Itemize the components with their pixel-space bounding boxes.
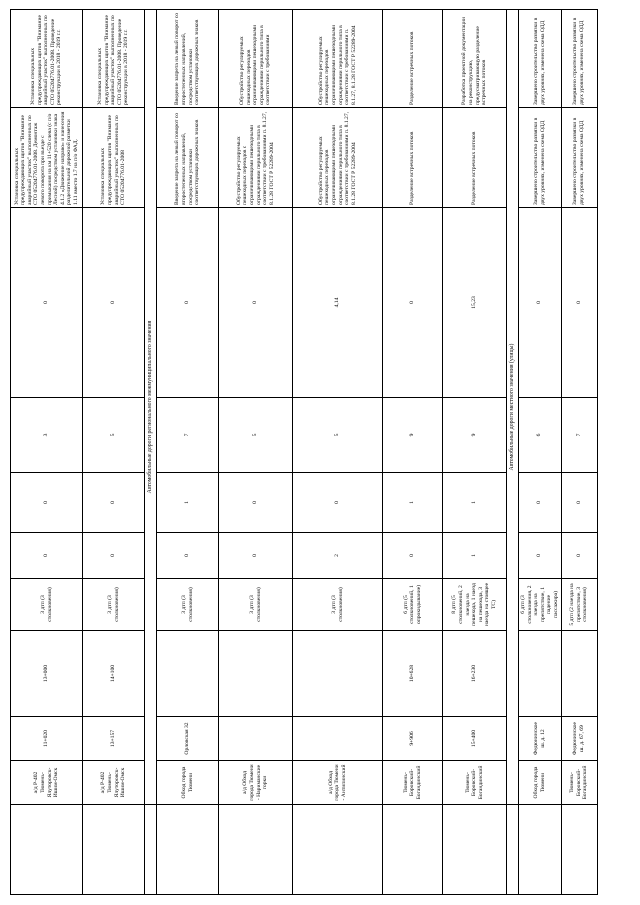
proposal-cell: Разработка проектной документации на реконструкцию, предусматривающую разделение встречных потоков <box>443 10 507 108</box>
count-cell: 6 <box>519 398 562 473</box>
measures-cell: Обустройство регулируемых пешеходных переходов ограничивающими пешеходными ограждениями перильного типа в соответствии с требованиями п. 8.1.27, 8.1.28 ГОСТ Р 52289-2004 <box>293 108 383 208</box>
row-gap-cell <box>11 805 83 895</box>
road-name-cell: Тюмень-Боровский-Богандинский <box>443 761 507 805</box>
km-mark-cell: 16+230 <box>443 631 507 717</box>
count-cell: 0 <box>219 533 293 579</box>
measures-cell: Завершено строительство развязки в двух уровнях, изменена схема ОДД <box>561 108 597 208</box>
accidents-cell: 3 дтп (3 столкновения) <box>219 579 293 631</box>
km-mark-cell: 14+100 <box>83 631 145 717</box>
section-header-row <box>145 10 157 895</box>
value-cell: 0 <box>83 208 145 398</box>
count-cell: 0 <box>83 533 145 579</box>
count-cell: 0 <box>519 473 562 533</box>
proposal-cell: Завершено строительство развязки в двух уровнях, изменена схема ОДД <box>561 10 597 108</box>
location-cell <box>219 717 293 761</box>
proposal-cell: Обустройство регулируемых пешеходных переходов ограничивающими пешеходными ограждениями перильного типа в соответствии с требованиями п. 8.1.27, 8.1.28 ГОСТ Р 52289-2004 <box>293 10 383 108</box>
section-gap-cell <box>507 805 519 895</box>
km-mark-cell <box>219 631 293 717</box>
section-gap-cell <box>145 805 157 895</box>
road-name-cell: а/д Обход города Тюмени - Антипинский <box>293 761 383 805</box>
location-cell <box>293 717 383 761</box>
accidents-cell: 6 дтп (5 столкновений, 1 опрокидывание) <box>383 579 443 631</box>
table-row <box>11 10 83 895</box>
measures-cell: Обустройство регулируемых пешеходных переходов с ограничивающими пешеходными ограждениями перильного типа в соответствии с требованиями п. 8.1.27, 8.1.28 ГОСТ Р 52289-2004 <box>219 108 293 208</box>
location-cell: 13+157 <box>83 717 145 761</box>
table-body <box>11 10 598 895</box>
location-cell: Федюнинское ш. д. 67, 69 <box>561 717 597 761</box>
row-gap-cell <box>383 805 443 895</box>
count-cell: 7 <box>157 398 219 473</box>
count-cell: 1 <box>157 473 219 533</box>
value-cell: 0 <box>219 208 293 398</box>
count-cell: 9 <box>383 398 443 473</box>
measures-cell: Установка специальных предупреждающих щитов "Внимание аварийный участок" выполненных по СТО 05204776.01-2008 <box>83 108 145 208</box>
accidents-cell: 3 дтп (3 столкновения) <box>11 579 83 631</box>
road-name-cell: а/д Р-402 Тюмень-Ялуторовск-Ишим-Омск <box>11 761 83 805</box>
count-cell: 7 <box>561 398 597 473</box>
row-gap-cell <box>519 805 562 895</box>
table-row <box>519 10 562 895</box>
measures-cell: Разделение встречных потоков <box>383 108 443 208</box>
proposal-cell: Разделение встречных потоков <box>383 10 443 108</box>
table-row <box>157 10 219 895</box>
count-cell: 1 <box>383 473 443 533</box>
proposal-cell: Установка специальных предупреждающих щитов "Внимание аварийный участок" выполненных по СТО 05204776.01-2008. Проведение реконструкции в 2018 - 2019 г.г. <box>11 10 83 108</box>
value-cell: 4,14 <box>293 208 383 398</box>
count-cell: 0 <box>11 473 83 533</box>
value-cell: 0 <box>519 208 562 398</box>
accidents-cell: 8 дтп (5 столкновений, 2 наезда на пешехода, 1 наезд на пешехода, 3 наезда на стоящее ТС) <box>443 579 507 631</box>
count-cell: 5 <box>219 398 293 473</box>
section-title: Автомобильные дороги местного значения (улицы) <box>507 10 519 805</box>
accidents-cell: 3 дтп (3 столкновения) <box>157 579 219 631</box>
count-cell: 1 <box>443 473 507 533</box>
road-name-cell: Обход города Тюмени <box>157 761 219 805</box>
count-cell: 0 <box>83 473 145 533</box>
accidents-cell: 3 дтп (3 столкновения) <box>293 579 383 631</box>
count-cell: 2 <box>293 533 383 579</box>
rotated-table-container <box>10 10 630 895</box>
table-row <box>293 10 383 895</box>
accidents-cell: 3 дтп (3 столкновения) <box>83 579 145 631</box>
measures-cell: Разделение встречных потоков <box>443 108 507 208</box>
row-gap-cell <box>83 805 145 895</box>
location-cell: 15+400 <box>443 717 507 761</box>
measures-cell: Установка специальных предупреждающих щитов "Внимание аварийный участок" выполненных по СТО 05204776.01-2008. Демонтаж левого поворота при въезде с примыкания на км 11+520 слева (с п/о Лесной) посредством установки знака 4.1.2 «Движение направо» и нанесения разделительной дорожной разметки 1.11 вместо 1.7 на п/о ФАД. <box>11 108 83 208</box>
accidents-cell: 6 дтп (3 столкновения, 2 наезда на препятствие, 1 падение пассажира) <box>519 579 562 631</box>
count-cell: 0 <box>383 533 443 579</box>
count-cell: 0 <box>561 473 597 533</box>
value-cell: 0 <box>383 208 443 398</box>
row-gap-cell <box>443 805 507 895</box>
road-name-cell: Тюмень-Боровский-Богандинский <box>561 761 597 805</box>
road-name-cell: а/д Р-402 Тюмень-Ялуторовск-Ишим-Омск <box>83 761 145 805</box>
count-cell: 5 <box>83 398 145 473</box>
measures-cell: Введение запрета на левый поворот со второстепенных направлений, посредством установки соответствующих дорожных знаков <box>157 108 219 208</box>
km-mark-cell: 10+628 <box>383 631 443 717</box>
road-name-cell: Обход города Тюмени <box>519 761 562 805</box>
count-cell: 1 <box>443 533 507 579</box>
accident-sites-table <box>10 9 598 895</box>
count-cell: 0 <box>561 533 597 579</box>
table-row <box>443 10 507 895</box>
km-mark-cell <box>519 631 562 717</box>
road-name-cell: а/д Обход города Тюмени - Нариманские горки <box>219 761 293 805</box>
proposal-cell: Завершено строительство развязки в двух уровнях, изменена схема ОДД <box>519 10 562 108</box>
proposal-cell: Установка специальных предупреждающих щитов "Внимание аварийный участок" выполненных по СТО 05204776.01-2008. Проведение реконструкции в 2018 - 2019 г.г. <box>83 10 145 108</box>
row-gap-cell <box>219 805 293 895</box>
road-name-cell: Тюмень-Боровский-Богандинский <box>383 761 443 805</box>
proposal-cell: Обустройство регулируемых пешеходных переходов ограничивающими пешеходными ограждениями перильного типа в соответствии с требованиями <box>219 10 293 108</box>
section-header-row <box>507 10 519 895</box>
location-cell: 9+906 <box>383 717 443 761</box>
count-cell: 0 <box>293 473 383 533</box>
section-title: Автомобильные дороги регионального межмуниципального значения <box>145 10 157 805</box>
value-cell: 0 <box>561 208 597 398</box>
count-cell: 3 <box>11 398 83 473</box>
count-cell: 0 <box>519 533 562 579</box>
table-row <box>219 10 293 895</box>
row-gap-cell <box>157 805 219 895</box>
count-cell: 9 <box>443 398 507 473</box>
row-gap-cell <box>293 805 383 895</box>
km-mark-cell: 13+000 <box>11 631 83 717</box>
table-row <box>83 10 145 895</box>
km-mark-cell <box>157 631 219 717</box>
count-cell: 0 <box>11 533 83 579</box>
location-cell: 11+020 <box>11 717 83 761</box>
location-cell: Орловская 32 <box>157 717 219 761</box>
count-cell: 0 <box>219 473 293 533</box>
km-mark-cell <box>561 631 597 717</box>
count-cell: 5 <box>293 398 383 473</box>
km-mark-cell <box>293 631 383 717</box>
measures-cell: Завершено строительство развязки в двух уровнях, изменена схема ОДД <box>519 108 562 208</box>
table-row <box>561 10 597 895</box>
proposal-cell: Введение запрета на левый поворот со второстепенных направлений, посредством установки соответствующих дорожных знаков <box>157 10 219 108</box>
row-gap-cell <box>561 805 597 895</box>
count-cell: 0 <box>157 533 219 579</box>
value-cell: 0 <box>157 208 219 398</box>
value-cell: 15,23 <box>443 208 507 398</box>
table-row <box>383 10 443 895</box>
accidents-cell: 5 дтп (2 наезда на препятствие, 3 столкновения) <box>561 579 597 631</box>
value-cell: 0 <box>11 208 83 398</box>
location-cell: Федюнинское ш. д. 12 <box>519 717 562 761</box>
